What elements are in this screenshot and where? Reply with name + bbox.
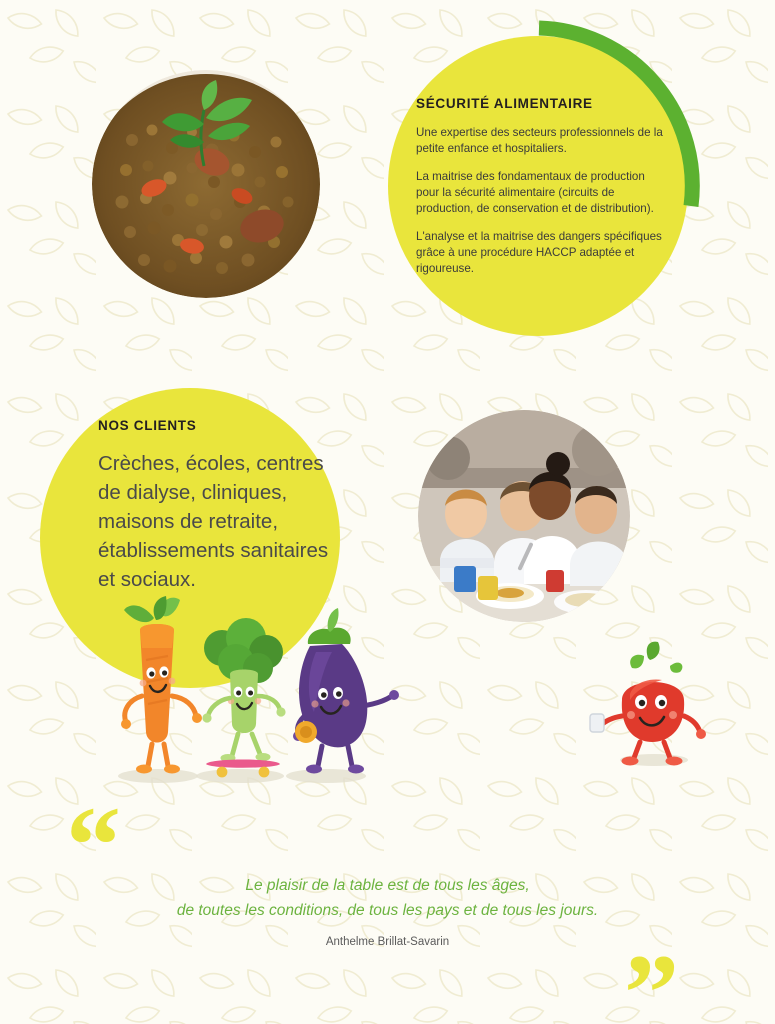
food-safety-text-block [416, 96, 666, 277]
food-safety-paragraph-3: L'analyse et la maitrise des dangers spécifiques grâce à une procédure HACCP adaptée et rigoureuse. [416, 229, 662, 275]
clients-text-block [98, 418, 348, 595]
quote-block [0, 874, 775, 948]
eggplant-mascot [293, 608, 399, 774]
quote-close-mark: ” [624, 932, 679, 1024]
carrot-mascot [121, 596, 202, 774]
food-safety-heading: SÉCURITÉ ALIMENTAIRE [416, 96, 593, 111]
vegetable-mascots-group [110, 600, 400, 795]
image-school-canteen [418, 410, 630, 622]
food-safety-paragraph-2: La maitrise des fondamentaux de production pour la sécurité alimentaire (circuits de production, de conservation et de distribution). [416, 169, 654, 215]
food-safety-paragraph-1: Une expertise des secteurs professionnels de la petite enfance et hospitaliers. [416, 126, 663, 155]
image-lentils-dish [92, 70, 320, 298]
broccoli-mascot [202, 618, 285, 777]
clients-list-text: Crèches, écoles, centres de dialyse, cliniques, maisons de retraite, établissements sanitaires et sociaux. [98, 452, 329, 592]
quote-line-1: Le plaisir de la table est de tous les âges, [245, 877, 530, 894]
tomato-mascot [592, 638, 712, 773]
quote-open-mark: “ [66, 784, 121, 906]
quote-line-2: de toutes les conditions, de tous les pays et de tous les jours. [176, 901, 599, 919]
quote-author: Anthelme Brillat-Savarin [325, 935, 450, 948]
clients-heading: NOS CLIENTS [98, 418, 197, 433]
